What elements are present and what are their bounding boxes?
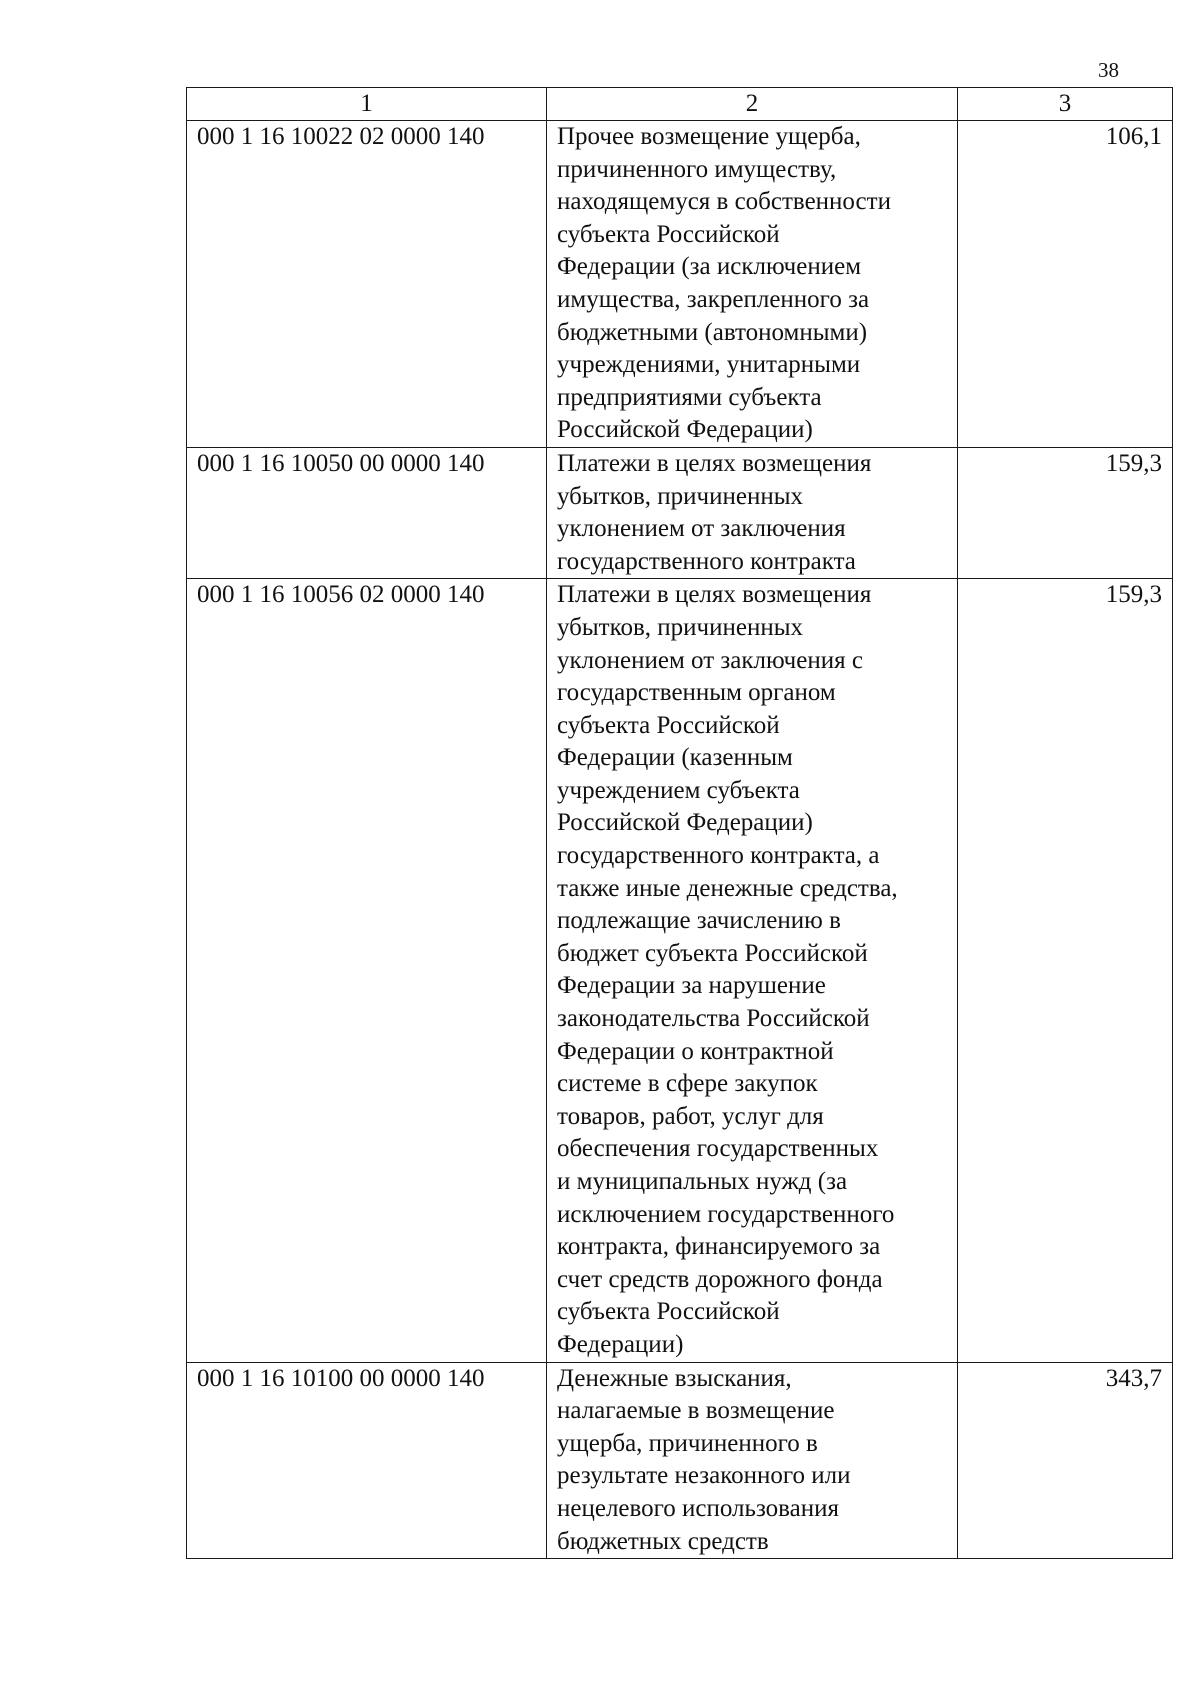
row-code: 000 1 16 10100 00 0000 140 bbox=[187, 1362, 547, 1559]
row-description: Прочее возмещение ущерба, причиненного имуществу, находящемуся в собственности субъекта Российской Федерации (за исключением имущества, закрепленного за бюджетными (автономными) учреждениями, унитарными предприятиями субъекта Российской Федерации) bbox=[547, 121, 958, 448]
column-header-1: 1 bbox=[187, 88, 547, 121]
row-description: Платежи в целях возмещения убытков, причиненных уклонением от заключения государственного контракта bbox=[547, 447, 958, 578]
row-amount: 343,7 bbox=[958, 1362, 1173, 1559]
row-code: 000 1 16 10056 02 0000 140 bbox=[187, 579, 547, 1362]
table-row bbox=[187, 121, 1173, 448]
row-amount: 106,1 bbox=[958, 121, 1173, 448]
column-header-2: 2 bbox=[547, 88, 958, 121]
table-header-row bbox=[187, 88, 1173, 121]
budget-table bbox=[186, 87, 1173, 1559]
table-row bbox=[187, 1362, 1173, 1559]
table-row bbox=[187, 579, 1173, 1362]
row-amount: 159,3 bbox=[958, 447, 1173, 578]
row-code: 000 1 16 10050 00 0000 140 bbox=[187, 447, 547, 578]
column-header-3: 3 bbox=[958, 88, 1173, 121]
row-code: 000 1 16 10022 02 0000 140 bbox=[187, 121, 547, 448]
row-amount: 159,3 bbox=[958, 579, 1173, 1362]
row-description: Денежные взыскания, налагаемые в возмещение ущерба, причиненного в результате незаконного или нецелевого использования бюджетных средств bbox=[547, 1362, 958, 1559]
page-number: 38 bbox=[1098, 58, 1119, 82]
row-description: Платежи в целях возмещения убытков, причиненных уклонением от заключения с государственным органом субъекта Российской Федерации (казенным учреждением субъекта Российской Федерации) государственного контракта, а также иные денежные средства, подлежащие зачислению в бюджет субъекта Российской Федерации за нарушение законодательства Российской Федерации о контрактной системе в сфере закупок товаров, работ, услуг для обеспечения государственных и муниципальных нужд (за исключением государственного контракта, финансируемого за счет средств дорожного фонда субъекта Российской Федерации) bbox=[547, 579, 958, 1362]
table-row bbox=[187, 447, 1173, 578]
